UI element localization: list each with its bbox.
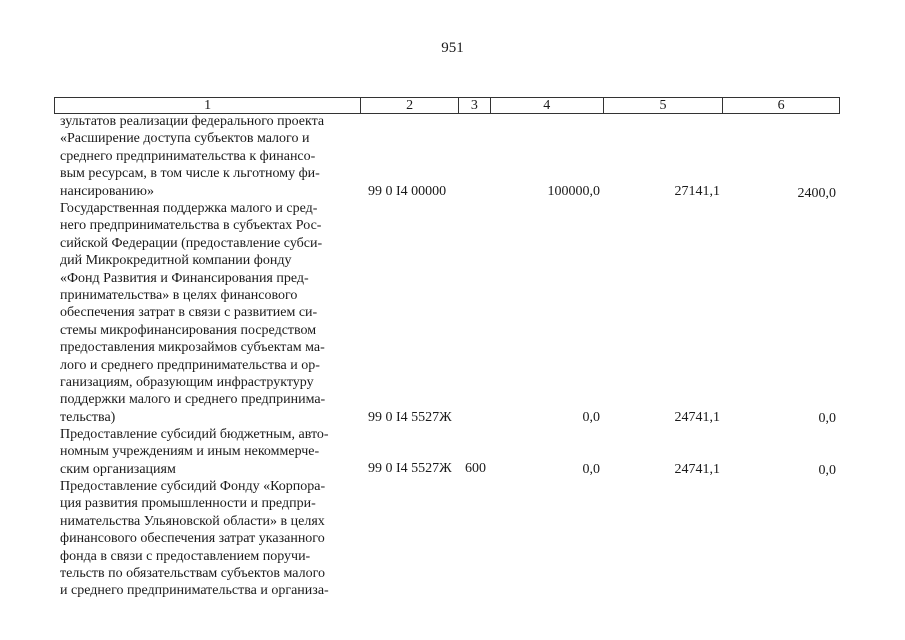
- value-col-5: 27141,1: [674, 184, 720, 199]
- value-col-6: 0,0: [818, 463, 836, 478]
- description-line: вым ресурсам, в том числе к льготному фи-: [60, 166, 320, 182]
- header-cell-4: 4: [491, 98, 604, 113]
- description-line: среднего предпринимательства к финансо-: [60, 148, 316, 164]
- description-line: зультатов реализации федерального проекта: [60, 114, 325, 129]
- header-cell-6: 6: [777, 98, 785, 113]
- header-cell-5: 5: [604, 98, 724, 113]
- target-code: 99 0 I4 5527Ж: [368, 461, 452, 476]
- header-cell-3: 3: [459, 98, 491, 113]
- description-line: принимательства» в целях финансового: [60, 288, 298, 304]
- target-code: 99 0 I4 00000: [368, 184, 447, 199]
- description-line: Предоставление субсидий Фонду «Корпора-: [60, 479, 326, 494]
- description-line: нансированию»: [60, 183, 154, 199]
- row-description: [60, 113, 357, 200]
- description-line: сийской Федерации (предоставление субси-: [60, 235, 323, 251]
- description-line: финансового обеспечения затрат указанного: [60, 531, 325, 547]
- expense-type-code: 600: [465, 461, 486, 476]
- header-cell-2: 2: [361, 98, 459, 113]
- description-line: нимательства Ульяновской области» в целях: [60, 513, 325, 529]
- description-line: поддержки малого и среднего предпринима-: [60, 392, 326, 408]
- description-line: Государственная поддержка малого и сред-: [60, 201, 318, 216]
- description-line: номным учреждениям и иным некоммерче-: [60, 444, 320, 460]
- page-number: 951: [441, 40, 464, 56]
- description-line: ция развития промышленности и предпри-: [60, 496, 316, 512]
- value-col-5: 24741,1: [674, 462, 720, 477]
- row-description: [60, 426, 357, 478]
- description-line: него предпринимательства в субъектах Рос-: [60, 218, 322, 234]
- description-line: дий Микрокредитной компании фонду: [60, 253, 292, 269]
- value-col-6: 0,0: [818, 411, 836, 426]
- description-line: ганизациям, образующим инфраструктуру: [60, 375, 314, 391]
- value-col-4: 0,0: [582, 462, 600, 477]
- description-line: Предоставление субсидий бюджетным, авто-: [60, 427, 329, 442]
- row-description: [60, 478, 357, 600]
- description-line: ским организациям: [60, 461, 176, 477]
- description-line: «Фонд Развития и Финансирования пред-: [60, 270, 309, 286]
- description-line: предоставления микрозаймов субъектам ма-: [60, 340, 325, 356]
- description-line: обеспечения затрат в связи с развитием си-: [60, 305, 318, 321]
- description-line: тельства): [60, 409, 116, 425]
- description-line: и среднего предпринимательства и организа-: [60, 583, 329, 599]
- value-col-4: 0,0: [582, 410, 600, 425]
- description-line: тельств по обязательствам субъектов малого: [60, 566, 325, 582]
- row-description: [60, 200, 357, 426]
- description-line: «Расширение доступа субъектов малого и: [60, 131, 310, 147]
- description-line: лого и среднего предпринимательства и ор-: [60, 357, 320, 373]
- table-header-row: [54, 97, 840, 114]
- target-code: 99 0 I4 5527Ж: [368, 410, 452, 425]
- description-line: стемы микрофинансирования посредством: [60, 322, 317, 338]
- value-col-4: 100000,0: [547, 184, 600, 199]
- value-col-6: 2400,0: [797, 186, 836, 201]
- header-cell-1: 1: [55, 98, 361, 113]
- value-col-5: 24741,1: [674, 410, 720, 425]
- description-line: фонда в связи с предоставлением поручи-: [60, 548, 311, 564]
